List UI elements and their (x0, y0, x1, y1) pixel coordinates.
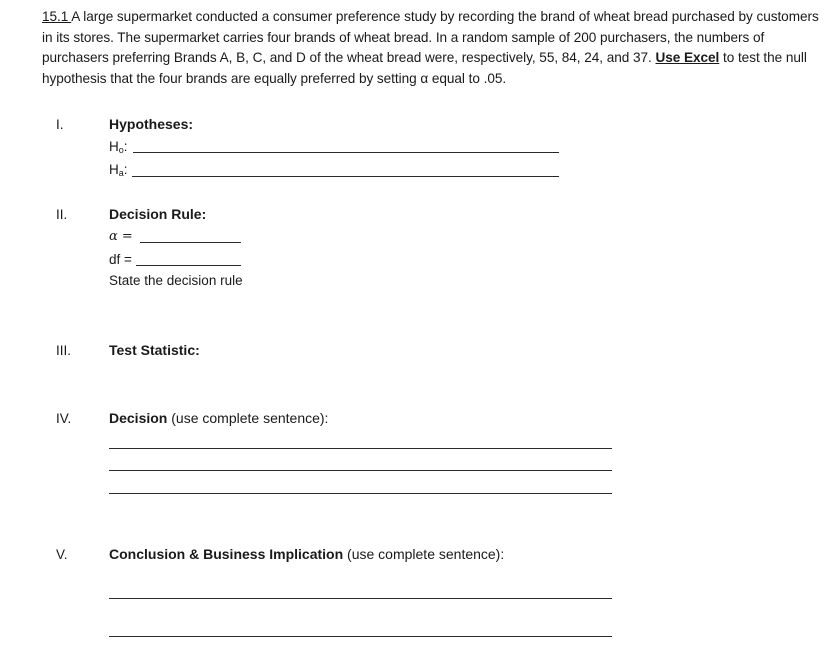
alpha-label: α = (109, 229, 133, 244)
problem-text-part2: to test the null hypothesis that the four brands are equally preferred by setting α equal to .05. (42, 50, 807, 86)
conclusion-answer-line-1[interactable] (109, 598, 612, 599)
section-2-heading: Decision Rule: (109, 206, 207, 222)
ha-label: $H_a$: (109, 162, 128, 178)
section-2-numeral: II. (56, 207, 68, 222)
section-3-heading: Test Statistic: (109, 342, 200, 358)
problem-statement (42, 7, 832, 89)
df-label: df = (109, 252, 132, 267)
section-5-numeral: V. (56, 547, 68, 562)
section-5-heading: Conclusion & Business Implication (use complete sentence): (109, 546, 505, 562)
decision-answer-line-3[interactable] (109, 493, 612, 494)
problem-number: 15.1 (42, 9, 72, 24)
conclusion-answer-line-2[interactable] (109, 636, 612, 637)
section-1-heading: Hypotheses: (109, 116, 194, 132)
state-decision-rule: State the decision rule (109, 273, 243, 288)
h0-answer-line[interactable] (133, 152, 559, 153)
decision-answer-line-1[interactable] (109, 448, 612, 449)
alpha-answer-line[interactable] (140, 242, 241, 243)
use-excel-instruction: Use Excel (655, 50, 720, 65)
ha-answer-line[interactable] (132, 176, 559, 177)
section-3-numeral: III. (56, 343, 72, 358)
problem-text-part1: A large supermarket conducted a consumer preference study by recording the brand of wheat bread purchased by customers in its stores. The supermarket carries four brands of wheat bread. In a random sample of 200 purchasers, the numbers of purchasers preferring Brands A, B, C, and D of the wheat bread were, respectively, 55, 84, 24, and 37. (42, 9, 819, 65)
section-4-numeral: IV. (56, 411, 72, 426)
section-1-numeral: I. (56, 117, 64, 132)
df-answer-line[interactable] (136, 265, 241, 266)
decision-answer-line-2[interactable] (109, 470, 612, 471)
section-4-heading: Decision (use complete sentence): (109, 410, 329, 426)
h0-label: $H_o$: (109, 139, 128, 155)
